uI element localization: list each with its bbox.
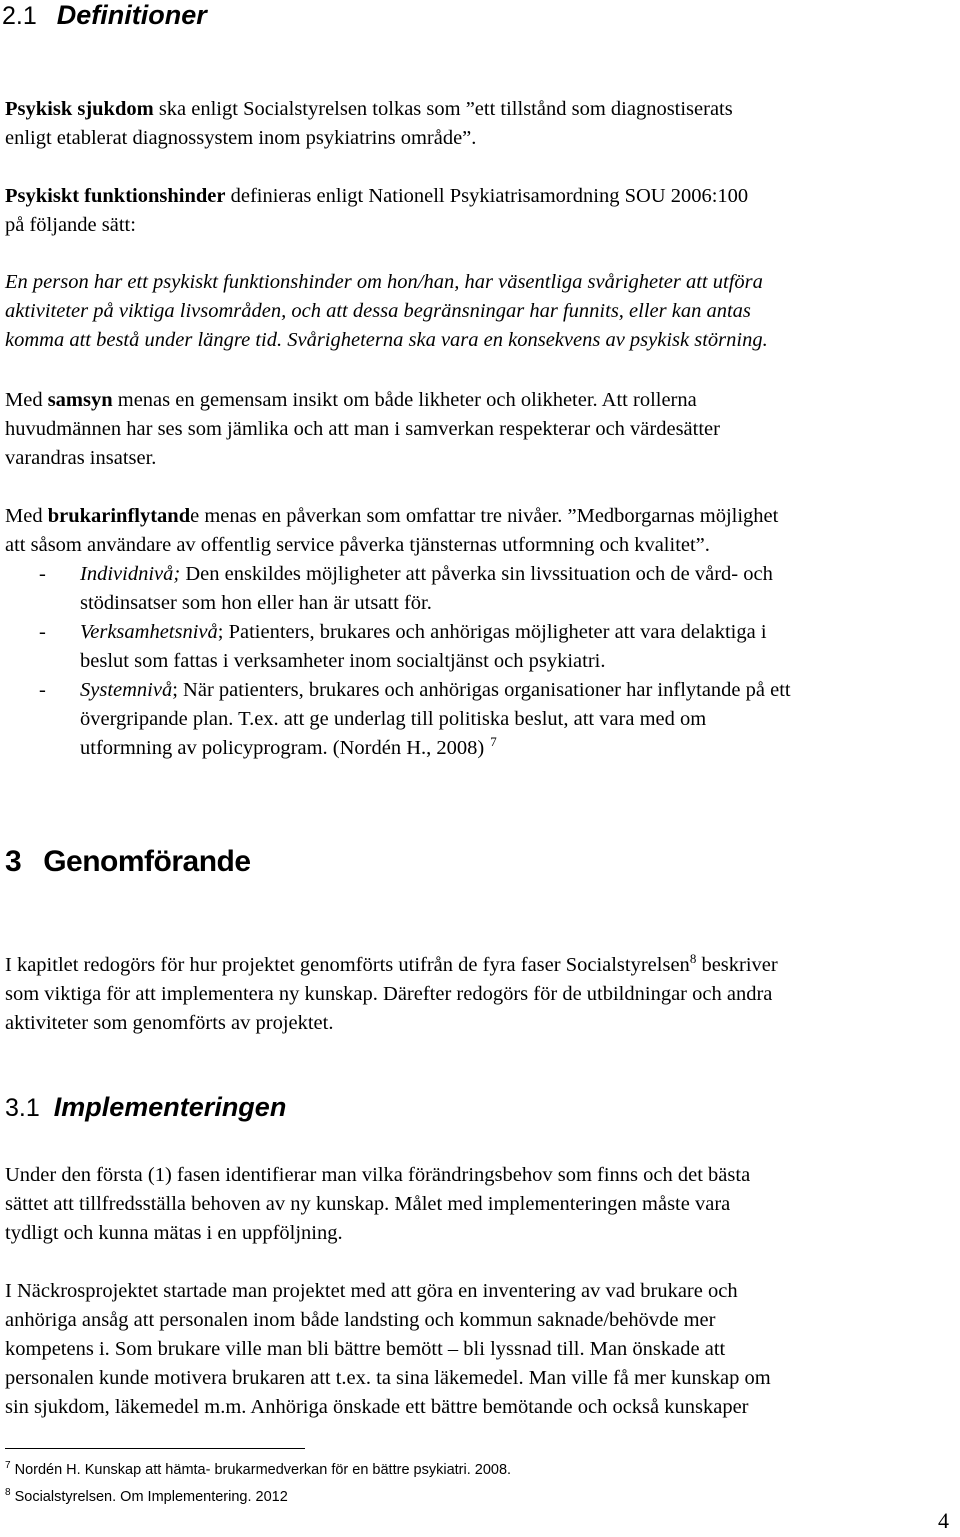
list-item-label: Individnivå; [80, 563, 181, 585]
list-item-text: utformning av policyprogram. (Nordén H., 2008) [80, 737, 485, 759]
paragraph-text: menas en gemensam insikt om både likheter och olikheter. Att rollerna [112, 389, 697, 411]
list-item-systemniva-line-2: övergripande plan. T.ex. att ge underlag till politiska beslut, att vara med om [80, 708, 707, 730]
footnote-text: Nordén H. Kunskap att hämta- brukarmedverkan för en bättre psykiatri. 2008. [10, 1462, 512, 1478]
list-item-individniva-line-2: stödinsatser som hon eller han är utsatt för. [80, 592, 432, 614]
list-item-text: ; Patienters, brukares och anhörigas möjligheter att vara delaktiga i [217, 621, 767, 643]
genomforande-line-3: aktiviteter som genomförts av projektet. [5, 1012, 334, 1034]
list-item-individniva [80, 560, 773, 589]
section-title: Implementeringen [53, 1092, 287, 1122]
section-title: Definitioner [56, 0, 207, 30]
samsyn-line-2: huvudmännen har ses som jämlika och att man i samverkan respekterar och värdesätter [5, 418, 720, 440]
list-item-text: Den enskildes möjligheter att påverka sin livssituation och de vård- och [180, 563, 773, 585]
list-dash: - [39, 563, 46, 585]
term-brukarinflytande: brukarinflytand [47, 505, 191, 527]
psykisk-sjukdom-line-2: enligt etablerat diagnossystem inom psykiatrins område”. [5, 127, 477, 149]
paragraph-text: definieras enligt Nationell Psykiatrisamordning SOU 2006:100 [225, 185, 749, 207]
footnote-text: Socialstyrelsen. Om Implementering. 2012 [10, 1489, 288, 1505]
footnote-reference[interactable]: 7 [490, 734, 497, 750]
brukarinflytande-line-2: att såsom användare av offentlig service påverka tjänsternas utformning och kvalitet”. [5, 534, 710, 556]
footnote-separator [5, 1448, 305, 1449]
list-item-verksamhetsniva-line-2: beslut som fattas i verksamheter inom socialtjänst och psykiatri. [80, 650, 606, 672]
term-psykisk-sjukdom: Psykisk sjukdom [5, 98, 154, 120]
list-item-label: Verksamhetsnivå [80, 621, 218, 643]
paragraph-text: I kapitlet redogörs för hur projektet genomförts utifrån de fyra faser Socialstyrelsen [5, 954, 690, 976]
impl-para2-line-3: kompetens i. Som brukare ville man bli bättre bemött – bli lyssnad till. Man önskade att [5, 1338, 726, 1360]
impl-para2-line-2: anhöriga ansåg att personalen inom både landsting och kommun saknade/behövde mer [5, 1309, 716, 1331]
genomforande-line-2: som viktiga för att implementera ny kunskap. Därefter redogörs för de utbildningar och andra [5, 983, 773, 1005]
samsyn-line-1 [5, 386, 697, 415]
genomforande-line-1 [5, 951, 778, 980]
list-item-verksamhetsniva [80, 618, 767, 647]
funktionshinder-line-2: på följande sätt: [5, 214, 136, 236]
impl-para1-line-3: tydligt och kunna mätas i en uppföljning. [5, 1222, 343, 1244]
quote-line-3: komma att bestå under längre tid. Svårigheterna ska vara en konsekvens av psykisk störning. [5, 329, 768, 351]
page-number: 4 [938, 1508, 949, 1533]
paragraph-text: Med [5, 505, 48, 527]
quote-line-2: aktiviteter på viktiga livsområden, och att dessa begränsningar har funnits, eller kan antas [5, 300, 751, 322]
footnote-number: 8 [5, 1487, 11, 1499]
section-heading-2-1 [2, 0, 207, 31]
paragraph-text: e menas en påverkan som omfattar tre nivåer. ”Medborgarnas möjlighet [190, 505, 779, 527]
footnote-number: 7 [5, 1460, 11, 1472]
psykisk-sjukdom-line-1 [5, 95, 733, 124]
quote-line-1: En person har ett psykiskt funktionshinder om hon/han, har väsentliga svårigheter att utföra [5, 271, 763, 293]
brukarinflytande-line-1 [5, 502, 778, 531]
list-item-label: Systemnivå [80, 679, 173, 701]
section-heading-3 [5, 845, 251, 879]
footnote-reference[interactable]: 8 [689, 951, 697, 967]
list-item-systemniva [80, 676, 791, 705]
list-dash: - [39, 679, 46, 701]
section-number: 2.1 [2, 2, 37, 30]
impl-para1-line-2: sättet att tillfredsställa behoven av ny kunskap. Målet med implementeringen måste vara [5, 1193, 731, 1215]
impl-para2-line-1: I Näckrosprojektet startade man projektet med att göra en inventering av vad brukare och [5, 1280, 738, 1302]
list-dash: - [39, 621, 46, 643]
term-psykiskt-funktionshinder: Psykiskt funktionshinder [5, 185, 226, 207]
paragraph-text: Med [5, 389, 48, 411]
section-number: 3 [5, 845, 22, 878]
funktionshinder-line-1 [5, 182, 748, 211]
impl-para1-line-1: Under den första (1) fasen identifierar man vilka förändringsbehov som finns och det bästa [5, 1164, 751, 1186]
list-item-text: ; När patienters, brukares och anhörigas organisationer har inflytande på ett [172, 679, 791, 701]
list-item-systemniva-line-3 [80, 734, 497, 763]
section-number: 3.1 [5, 1094, 40, 1122]
paragraph-text: ska enligt Socialstyrelsen tolkas som ”ett tillstånd som diagnostiserats [153, 98, 733, 120]
footnote-7 [5, 1462, 511, 1478]
footnote-8 [5, 1489, 288, 1505]
section-heading-3-1 [5, 1092, 286, 1123]
samsyn-line-3: varandras insatser. [5, 447, 157, 469]
section-title: Genomförande [43, 845, 251, 878]
term-samsyn: samsyn [47, 389, 113, 411]
paragraph-text: beskriver [696, 954, 778, 976]
impl-para2-line-4: personalen kunde motivera brukaren att t.ex. ta sina läkemedel. Man ville få mer kunskap om [5, 1367, 771, 1389]
impl-para2-line-5: sin sjukdom, läkemedel m.m. Anhöriga önskade ett bättre bemötande och också kunskaper [5, 1396, 749, 1418]
